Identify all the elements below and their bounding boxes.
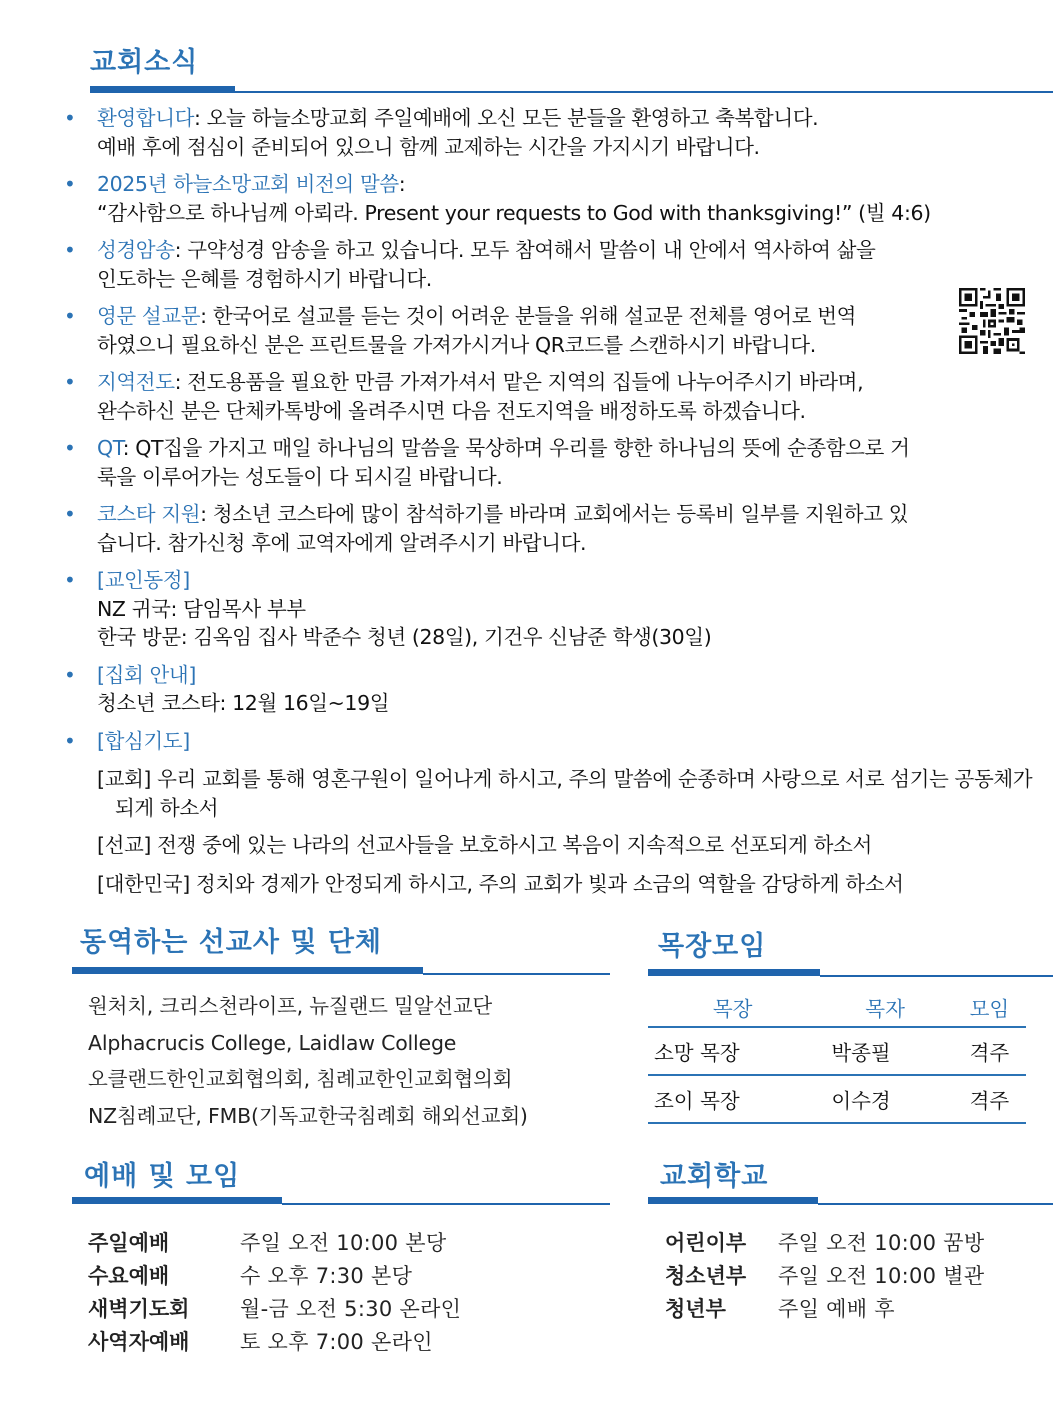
schedule-row [88,1326,461,1359]
worship-divider [282,1203,610,1205]
news-item-meeting [64,661,1039,718]
bullet-icon: • [64,568,76,592]
news-item-sep: : [200,304,213,328]
schedule-row [665,1293,984,1326]
table-header-row [648,988,1026,1027]
prayer-item: [선교] 전쟁 중에 있는 나라의 선교사들을 보호하시고 복음이 지속적으로 선포되게 하소서 [97,833,872,857]
cell-header: 목자 [817,988,953,1027]
news-item-sep: : [174,238,188,262]
members-line: NZ 귀국: 담임목사 부부 [97,596,306,621]
school-schedule [665,1227,984,1326]
news-item-label: [교인동정] [97,568,190,592]
news-item-line2: 룩을 이루어가는 성도들이 다 되시길 바랍니다. [97,464,503,489]
school-title: 교회학교 [660,1161,769,1192]
meeting-line: 청소년 코스타: 12월 16일~19일 [97,691,390,715]
cell-title-bar [648,969,820,976]
schedule-row [88,1227,461,1260]
news-item-sep: : [122,436,136,460]
news-item-sep: : [200,502,213,526]
cell-leader: 이수경 [817,1075,953,1123]
qr-code-icon[interactable] [959,288,1025,354]
schedule-row [665,1260,984,1293]
cell-group-name: 조이 목장 [648,1075,817,1123]
department-time: 주일 예배 후 [778,1297,895,1321]
table-row [648,1027,1026,1075]
cell-frequency: 격주 [953,1075,1026,1123]
cell-header: 모임 [953,988,1026,1027]
missions-title-bar [72,967,423,974]
news-item-welcome [64,104,1039,161]
news-item-sermon [64,302,1039,359]
department-name: 청년부 [665,1297,726,1321]
news-title: 교회소식 [90,47,199,78]
service-time: 월-금 오전 5:30 온라인 [240,1297,462,1321]
news-title-bar [90,86,235,93]
news-item-label: 성경암송 [97,238,175,262]
service-name: 새벽기도회 [88,1297,190,1321]
news-item-qt [64,434,1039,491]
service-name: 사역자예배 [88,1330,190,1354]
news-item-line1: 청소년 코스타에 많이 참석하기를 바라며 교회에서는 등록비 일부를 지원하고 있 [212,502,909,526]
news-item-members [64,566,1039,652]
cell-frequency: 격주 [953,1027,1026,1075]
bullet-icon: • [64,502,76,526]
mission-line: Alphacrucis College, Laidlaw College [88,1030,457,1055]
news-item-line2: 예배 후에 점심이 준비되어 있으니 함께 교제하는 시간을 가지시기 바랍니다. [97,134,760,159]
service-name: 주일예배 [88,1231,170,1255]
bullet-icon: • [64,728,76,753]
news-item-line2: 완수하신 분은 단체카톡방에 올려주시면 다음 전도지역을 배정하도록 하겠습니다. [97,398,806,423]
news-item-evangelism [64,368,1039,425]
bullet-icon: • [64,436,76,460]
news-item-line2: 하였으니 필요하신 분은 프린트물을 가져가시거나 QR코드를 스캔하시기 바랍니다. [97,332,816,357]
news-item-line1: 전도용품을 필요한 만큼 가져가셔서 맡은 지역의 집들에 나누어주시기 바라며, [187,370,864,394]
news-divider [235,91,1053,93]
news-item-kosta [64,500,1039,557]
news-item-sep: : [194,106,207,130]
prayer-list [97,765,1039,898]
bullet-icon: • [64,370,76,394]
mission-line: NZ침례교단, FMB(기독교한국침례회 해외선교회) [88,1103,528,1128]
news-item-label: 영문 설교문 [97,304,201,328]
cell-title: 목장모임 [658,931,767,962]
service-name: 수요예배 [88,1264,170,1288]
worship-title: 예배 및 모임 [84,1161,241,1192]
members-line: 한국 방문: 김옥임 집사 박준수 청년 (28일), 기건우 신남준 학생(30일) [97,625,712,649]
news-item-label: 코스타 지원 [97,502,201,526]
prayer-item: [대한민국] 정치와 경제가 안정되게 하시고, 주의 교회가 빛과 소금의 역할을 감당하게 하소서 [97,871,904,896]
news-item-sep: : [174,370,188,394]
bullet-icon: • [64,238,76,262]
table-row [648,1075,1026,1123]
service-time: 수 오후 7:30 본당 [240,1264,413,1288]
schedule-row [665,1227,984,1260]
prayer-item: [교회] 우리 교회를 통해 영혼구원이 일어나게 하시고, 주의 말씀에 순종하며 사랑으로 서로 섬기는 공동체가 되게 하소서 [97,767,1033,820]
missions-list [88,988,528,1134]
news-item-sep: : [398,172,406,196]
worship-title-bar [72,1197,282,1204]
school-title-bar [648,1197,818,1204]
news-item-memorize [64,236,1039,293]
bullet-icon: • [64,172,76,196]
mission-line: 원처치, 크리스천라이프, 뉴질랜드 밀알선교단 [88,994,493,1018]
cell-divider [820,975,1053,977]
cell-table [648,988,1026,1124]
schedule-row [88,1293,461,1326]
news-item-label: 지역전도 [97,370,175,394]
mission-line: 오클랜드한인교회협의회, 침례교한인교회협의회 [88,1067,513,1091]
service-time: 주일 오전 10:00 본당 [240,1231,447,1255]
cell-header: 목장 [648,988,817,1027]
news-item-label: QT [97,436,123,460]
news-item-label: 환영합니다 [97,106,195,130]
news-item-line1: 오늘 하늘소망교회 주일예배에 오신 모든 분들을 환영하고 축복합니다. [206,106,819,130]
department-time: 주일 오전 10:00 별관 [778,1264,985,1288]
news-item-label: [집회 안내] [97,662,196,687]
news-item-label: [합심기도] [97,728,190,753]
missions-title: 동역하는 선교사 및 단체 [80,927,383,958]
news-item-line2: “감사함으로 하나님께 아뢰라. Present your requests to God with thanksgiving!” (빌 4:6) [97,200,931,225]
schedule-row [88,1260,461,1293]
news-item-line1: 한국어로 설교를 듣는 것이 어려운 분들을 위해 설교문 전체를 영어로 번역 [212,304,857,328]
missions-divider [423,973,610,975]
news-item-line1: 구약성경 암송을 하고 있습니다. 모두 참여해서 말씀이 내 안에서 역사하여 삶을 [187,238,876,262]
news-item-line2: 인도하는 은혜를 경험하시기 바랍니다. [97,266,432,291]
bullet-icon: • [64,662,76,687]
bullet-icon: • [64,106,76,130]
bullet-icon: • [64,304,76,328]
news-item-label: 2025년 하늘소망교회 비전의 말씀 [97,172,399,196]
department-name: 청소년부 [665,1264,747,1288]
news-item-line2: 습니다. 참가신청 후에 교역자에게 알려주시기 바랍니다. [97,530,587,555]
cell-leader: 박종필 [817,1027,953,1075]
news-list [64,104,1039,908]
news-item-line1: QT집을 가지고 매일 하나님의 말씀을 묵상하며 우리를 향한 하나님의 뜻에 순종함으로 거 [135,436,910,460]
news-item-prayer [64,727,1039,899]
news-item-vision [64,170,1039,227]
service-time: 토 오후 7:00 온라인 [240,1330,433,1354]
department-time: 주일 오전 10:00 꿈방 [778,1231,985,1255]
school-divider [818,1203,1053,1205]
worship-schedule [88,1227,461,1359]
department-name: 어린이부 [665,1231,747,1255]
cell-group-name: 소망 목장 [648,1027,817,1075]
